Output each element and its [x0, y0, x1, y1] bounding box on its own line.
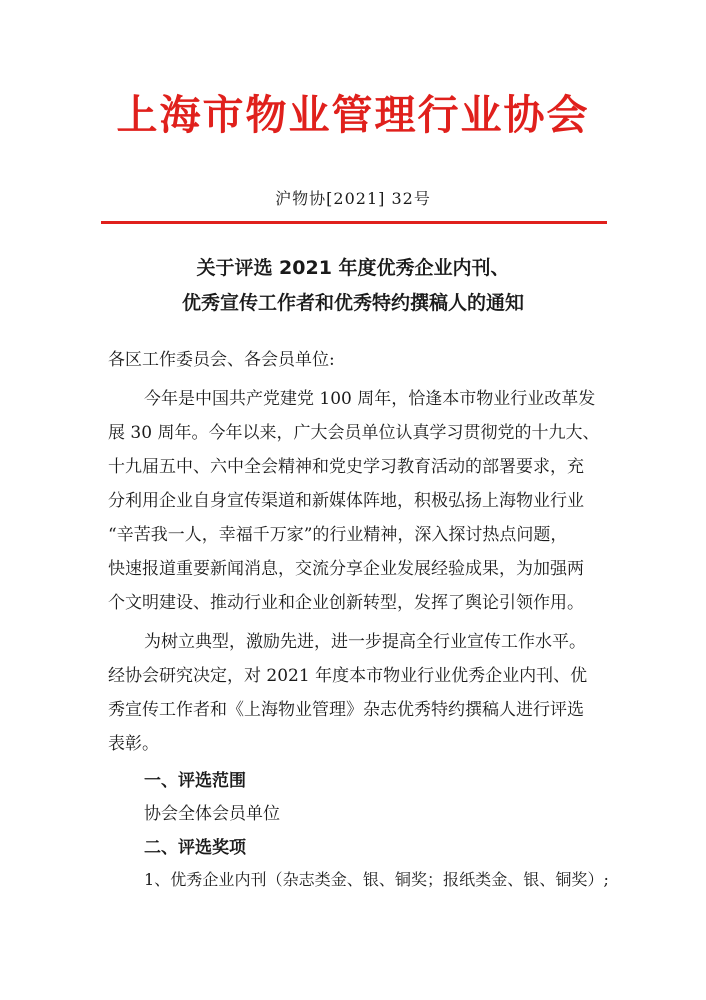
paragraph-1-line: 个文明建设、推动行业和企业创新转型，发挥了舆论引领作用。	[108, 593, 584, 613]
paragraph-1-line: “辛苦我一人，幸福千万家”的行业精神，深入探讨热点问题，	[108, 525, 568, 545]
paragraph-2-line: 秀宣传工作者和《上海物业管理》杂志优秀特约撰稿人进行评选	[108, 700, 584, 720]
paragraph-1-line: 今年是中国共产党建党 100 周年，恰逢本市物业行业改革发	[144, 389, 596, 409]
red-divider-rule	[101, 221, 607, 224]
paragraph-1-line: 十九届五中、六中全会精神和党史学习教育活动的部署要求，充	[108, 457, 584, 477]
paragraph-1-line: 分利用企业自身宣传渠道和新媒体阵地，积极弘扬上海物业行业	[108, 491, 584, 511]
document-number: 沪物协[2021] 32号	[275, 189, 431, 208]
notice-title-line-2: 优秀宣传工作者和优秀特约撰稿人的通知	[181, 292, 524, 314]
section-2-item-1: 1、优秀企业内刊（杂志类金、银、铜奖；报纸类金、银、铜奖）;	[144, 870, 609, 889]
paragraph-2-line: 表彰。	[108, 734, 159, 754]
section-2-heading: 二、评选奖项	[144, 838, 246, 858]
organization-masthead: 上海市物业管理行业协会	[116, 91, 590, 139]
notice-title-line-1: 关于评选 2021 年度优秀企业内刊、	[196, 257, 510, 279]
paragraph-2-line: 为树立典型，激励先进，进一步提高全行业宣传工作水平。	[144, 632, 586, 652]
paragraph-1-line: 快速报道重要新闻消息，交流分享企业发展经验成果，为加强两	[108, 559, 584, 579]
section-1-text: 协会全体会员单位	[144, 804, 280, 824]
paragraph-2-line: 经协会研究决定，对 2021 年度本市物业行业优秀企业内刊、优	[108, 666, 588, 686]
salutation: 各区工作委员会、各会员单位:	[108, 350, 335, 370]
paragraph-1-line: 展 30 周年。今年以来，广大会员单位认真学习贯彻党的十九大、	[108, 423, 600, 443]
section-1-heading: 一、评选范围	[144, 771, 246, 791]
